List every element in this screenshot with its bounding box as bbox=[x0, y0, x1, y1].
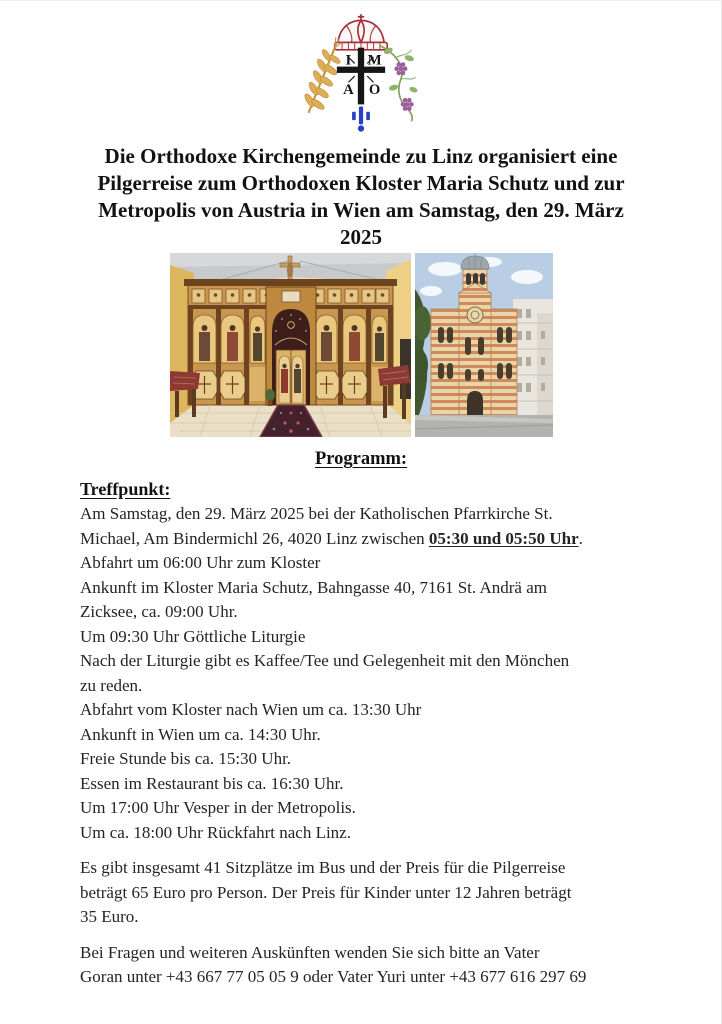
price-note-line: beträgt 65 Euro pro Person. Der Preis für Kinder unter 12 Jahren beträgt bbox=[80, 882, 572, 902]
parish-logo bbox=[0, 0, 722, 138]
contact-note-line: Goran unter +43 667 77 05 05 9 oder Vater Yuri unter +43 677 616 297 69 bbox=[80, 967, 587, 986]
price-note-line: Es gibt insgesamt 41 Sitzplätze im Bus und der Preis für die Pilgerreise bbox=[80, 858, 566, 877]
program-line: Um ca. 18:00 Uhr Rückfahrt nach Linz. bbox=[80, 822, 351, 842]
photo-row bbox=[0, 253, 722, 437]
program-line: Nach der Liturgie gibt es Kaffee/Tee und Gelegenheit mit den Mönchen bbox=[80, 651, 570, 670]
meeting-line-1: Am Samstag, den 29. März 2025 bei der Katholischen Pfarrkirche St. bbox=[80, 504, 553, 523]
program-heading-text: Programm: bbox=[314, 449, 408, 469]
title-line-1: Die Orthodoxe Kirchengemeinde zu Linz organisiert eine bbox=[104, 144, 618, 168]
title-line-4: 2025 bbox=[340, 225, 382, 249]
crown-icon bbox=[335, 14, 388, 50]
price-note-line: 35 Euro. bbox=[80, 907, 139, 926]
program-heading bbox=[0, 447, 722, 471]
contact-note bbox=[80, 941, 666, 990]
program-line: Um 09:30 Uhr Göttliche Liturgie bbox=[80, 626, 306, 646]
portal bbox=[467, 391, 483, 419]
neighbor-buildings bbox=[513, 299, 553, 419]
program-line: zu reden. bbox=[80, 675, 143, 695]
monogram-o: O bbox=[368, 81, 381, 98]
cross-monogram-icon bbox=[337, 48, 385, 105]
program-line: Abfahrt vom Kloster nach Wien um ca. 13:30 Uhr bbox=[80, 700, 422, 719]
page-title bbox=[61, 143, 661, 251]
anchor-icon bbox=[352, 107, 370, 132]
royal-doors bbox=[266, 287, 316, 405]
program-line: Um 17:00 Uhr Vesper in der Metropolis. bbox=[80, 798, 356, 817]
meeting-line-2-period: . bbox=[578, 528, 583, 548]
grapevine-icon bbox=[380, 46, 418, 122]
program-line: Abfahrt um 06:00 Uhr zum Kloster bbox=[80, 553, 321, 572]
iconostasis bbox=[184, 279, 397, 405]
photo-iconostasis-interior bbox=[170, 253, 411, 437]
program-line: Ankunft im Kloster Maria Schutz, Bahngasse 40, 7161 St. Andrä am bbox=[80, 577, 547, 597]
program-line: Ankunft in Wien um ca. 14:30 Uhr. bbox=[80, 724, 321, 744]
treffpunkt-heading bbox=[80, 477, 666, 502]
monogram-i: I bbox=[345, 52, 352, 69]
monogram-m: M bbox=[367, 52, 382, 69]
program-line: Zicksee, ca. 09:00 Uhr. bbox=[80, 602, 238, 621]
monogram-a: A bbox=[343, 81, 354, 98]
program-line: Freie Stunde bis ca. 15:30 Uhr. bbox=[80, 749, 292, 768]
program-body bbox=[80, 477, 666, 990]
meeting-line-2-text: Michael, Am Bindermichl 26, 4020 Linz zwischen bbox=[80, 528, 429, 548]
program-line: Essen im Restaurant bis ca. 16:30 Uhr. bbox=[80, 773, 344, 793]
price-note bbox=[80, 856, 666, 930]
street bbox=[415, 415, 553, 437]
meeting-line-2 bbox=[80, 527, 666, 552]
title-line-2: Pilgerreise zum Orthodoxen Kloster Maria Schutz und zur bbox=[97, 171, 625, 195]
photo-church-exterior bbox=[415, 253, 553, 437]
rose-window bbox=[467, 307, 483, 323]
treffpunkt-heading-text: Treffpunkt: bbox=[80, 479, 171, 499]
meeting-time-window: 05:30 und 05:50 Uhr bbox=[428, 528, 579, 548]
parish-logo-graphic bbox=[276, 12, 446, 138]
title-line-3: Metropolis von Austria in Wien am Samstag, den 29. März bbox=[98, 198, 624, 222]
contact-note-line: Bei Fragen und weiteren Auskünften wenden Sie sich bitte an Vater bbox=[80, 942, 540, 962]
